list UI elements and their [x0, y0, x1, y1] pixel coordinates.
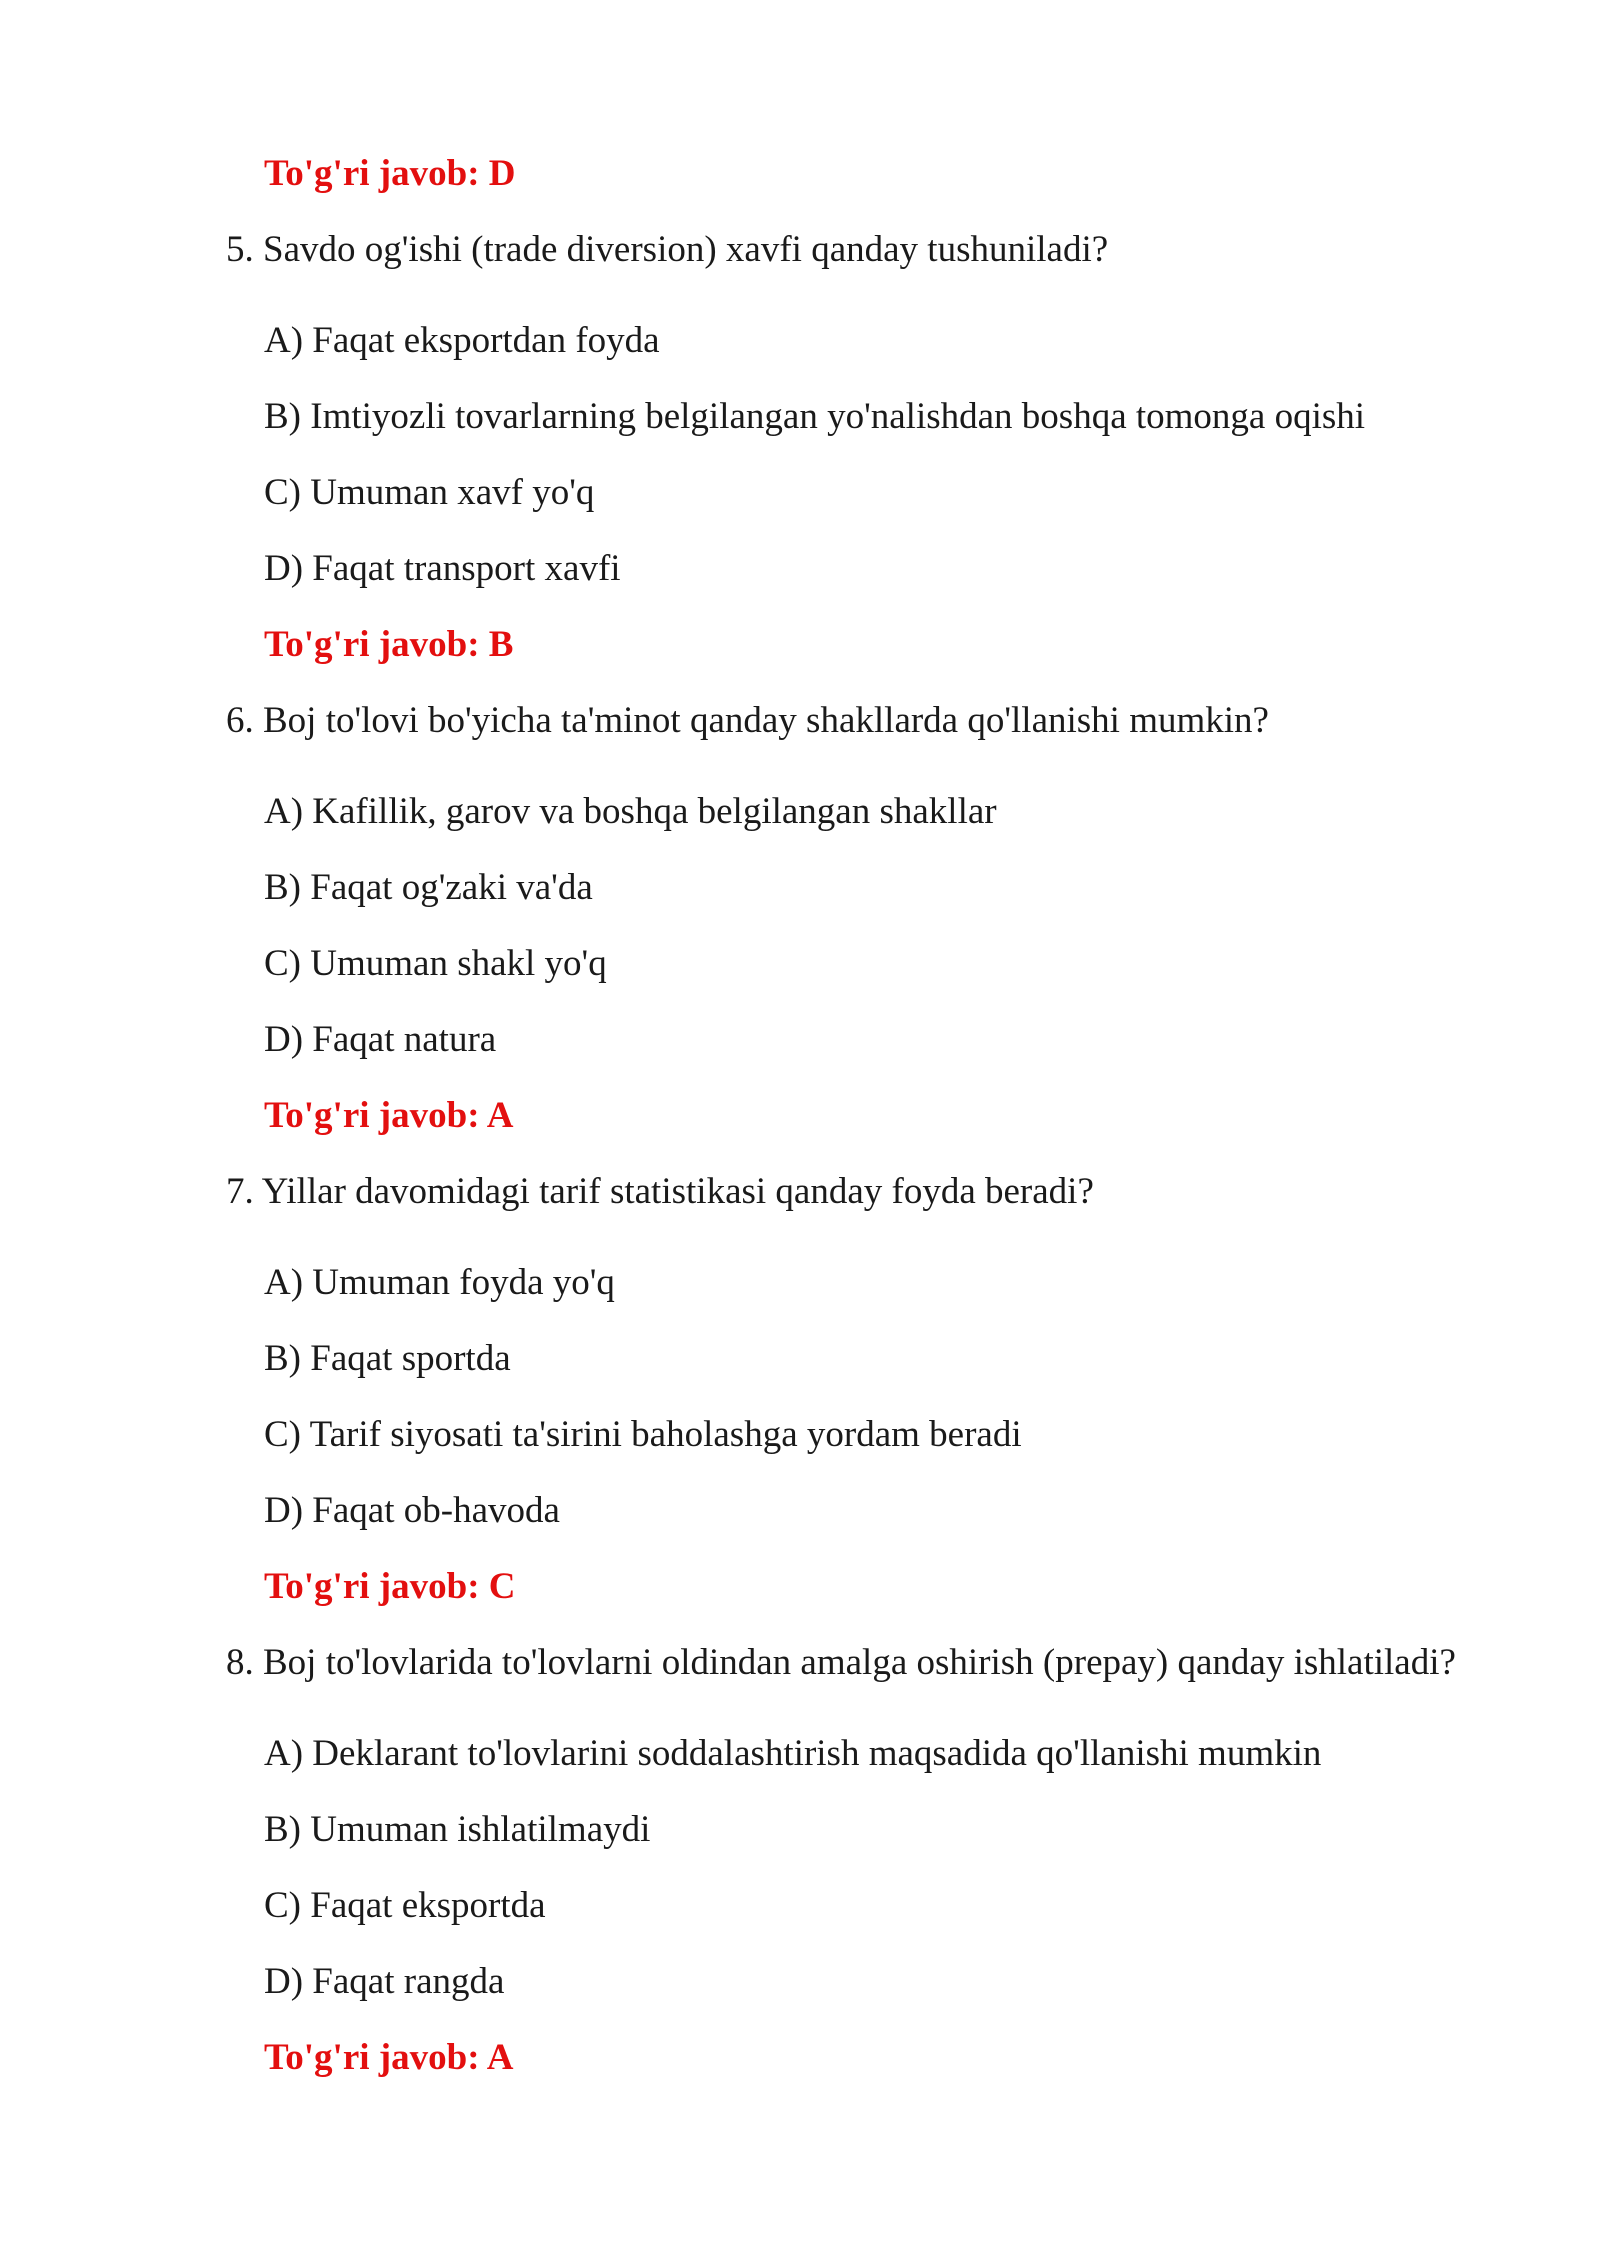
correct-answer-q4: To'g'ri javob: D — [264, 153, 516, 194]
question-7-option-c: C) Tarif siyosati ta'sirini baholashga yordam beradi — [264, 1414, 1022, 1455]
question-7-option-d: D) Faqat ob-havoda — [264, 1490, 560, 1531]
correct-answer-q8: To'g'ri javob: A — [264, 2037, 514, 2078]
question-8-option-c: C) Faqat eksportda — [264, 1885, 546, 1926]
question-5: 5. Savdo og'ishi (trade diversion) xavfi qanday tushuniladi? — [226, 229, 1109, 270]
question-8: 8. Boj to'lovlarida to'lovlarni oldindan amalga oshirish (prepay) qanday ishlatiladi? — [226, 1642, 1456, 1683]
question-8-option-d: D) Faqat rangda — [264, 1961, 505, 2002]
question-7-option-b: B) Faqat sportda — [264, 1338, 511, 1379]
correct-answer-q5: To'g'ri javob: B — [264, 624, 514, 665]
question-5-option-d: D) Faqat transport xavfi — [264, 548, 621, 589]
question-6-option-b: B) Faqat og'zaki va'da — [264, 867, 593, 908]
question-6-option-d: D) Faqat natura — [264, 1019, 497, 1060]
question-5-option-b: B) Imtiyozli tovarlarning belgilangan yo'nalishdan boshqa tomonga oqishi — [264, 396, 1366, 437]
question-6-option-a: A) Kafillik, garov va boshqa belgilangan shakllar — [264, 791, 997, 832]
question-8-option-a: A) Deklarant to'lovlarini soddalashtirish maqsadida qo'llanishi mumkin — [264, 1733, 1322, 1774]
question-5-option-a: A) Faqat eksportdan foyda — [264, 320, 660, 361]
question-6-option-c: C) Umuman shakl yo'q — [264, 943, 607, 984]
correct-answer-q7: To'g'ri javob: C — [264, 1566, 516, 1607]
correct-answer-q6: To'g'ri javob: A — [264, 1095, 514, 1136]
question-7-option-a: A) Umuman foyda yo'q — [264, 1262, 615, 1303]
question-6: 6. Boj to'lovi bo'yicha ta'minot qanday shakllarda qo'llanishi mumkin? — [226, 700, 1269, 741]
question-7: 7. Yillar davomidagi tarif statistikasi qanday foyda beradi? — [226, 1171, 1094, 1212]
question-8-option-b: B) Umuman ishlatilmaydi — [264, 1809, 651, 1850]
question-5-option-c: C) Umuman xavf yo'q — [264, 472, 595, 513]
